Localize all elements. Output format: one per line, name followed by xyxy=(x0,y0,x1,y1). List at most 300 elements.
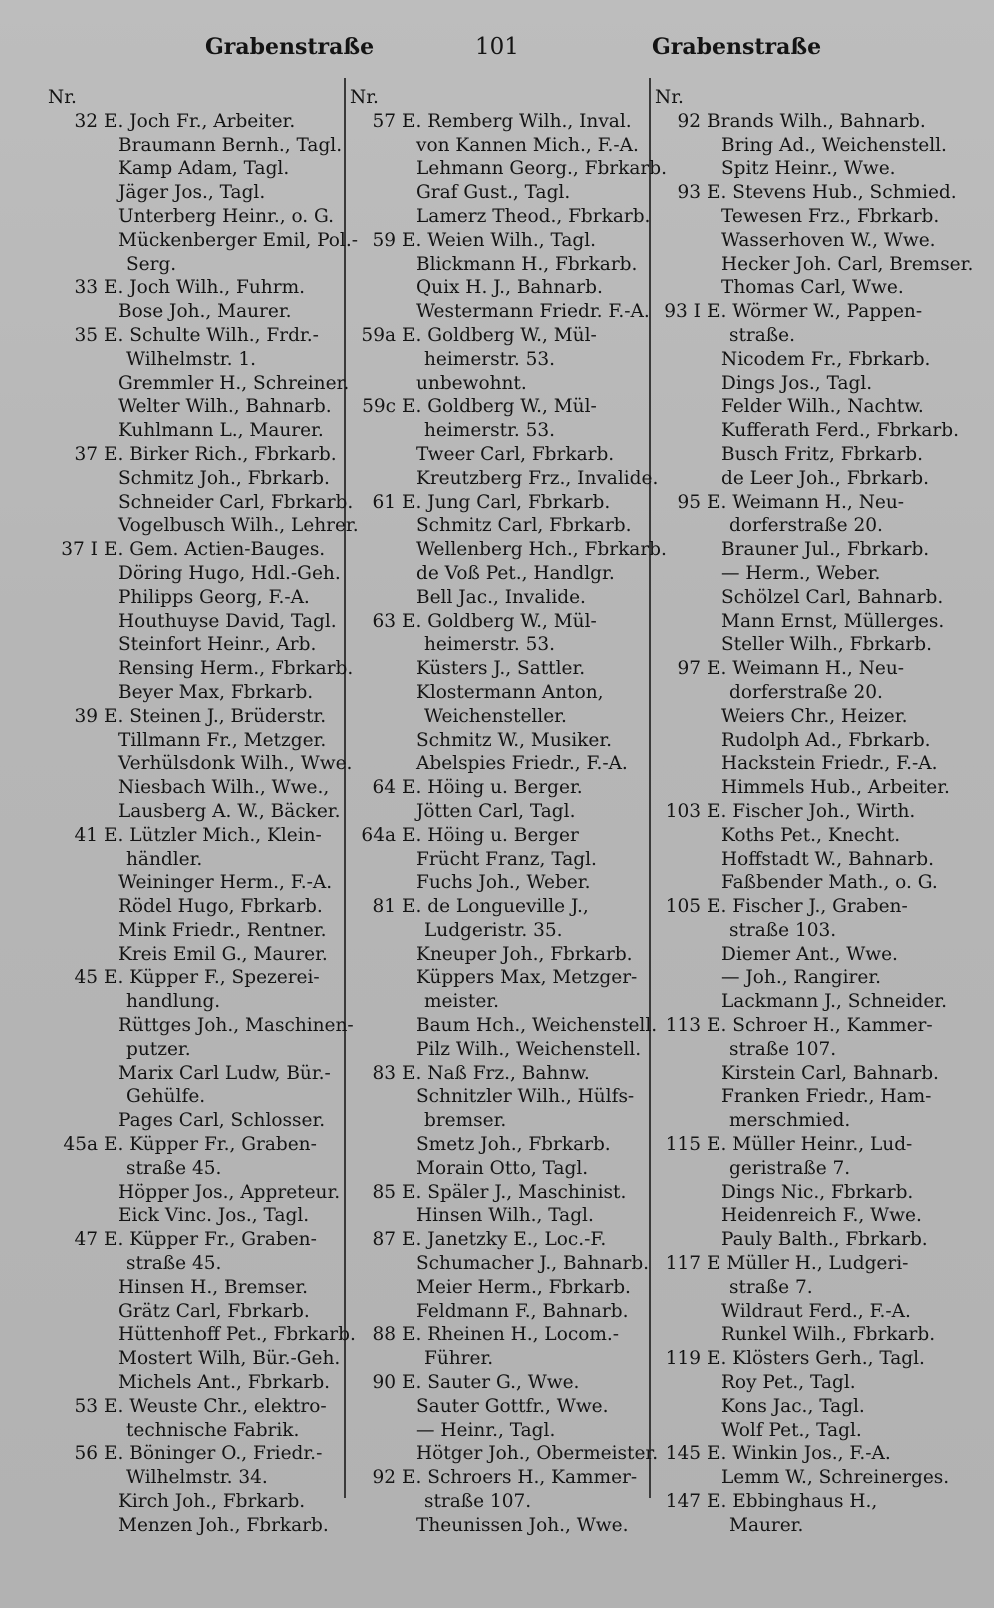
house-number xyxy=(350,514,402,538)
entry-continuation xyxy=(655,514,955,538)
resident-entry xyxy=(655,729,955,753)
house-number xyxy=(655,1204,707,1228)
column-label-text: Nr. xyxy=(48,87,77,108)
entry-text: heimerstr. 53. xyxy=(424,420,556,442)
house-entry xyxy=(655,491,904,515)
house-number xyxy=(655,633,707,657)
entry-text: Meier Herm., Fbrkarb. xyxy=(416,1276,631,1298)
entry-text: Kreis Emil G., Maurer. xyxy=(118,943,328,965)
house-number xyxy=(350,966,402,990)
house-number xyxy=(350,348,402,372)
house-number xyxy=(48,181,104,205)
house-number xyxy=(48,848,104,872)
house-entry xyxy=(48,1442,323,1466)
house-entry xyxy=(48,966,320,990)
house-number xyxy=(655,1300,707,1324)
house-number: 37 xyxy=(74,443,98,465)
house-number xyxy=(350,752,402,776)
entry-text: E. Remberg Wilh., Inval. xyxy=(402,110,632,132)
house-number: 59a xyxy=(361,324,396,346)
resident-entry xyxy=(655,372,955,396)
resident-entry xyxy=(655,1395,955,1419)
entry-text: heimerstr. 53. xyxy=(424,348,556,370)
entry-continuation xyxy=(48,1038,348,1062)
house-entry xyxy=(350,1371,580,1395)
entry-text: Pages Carl, Schlosser. xyxy=(118,1110,326,1132)
entry-text: Abelspies Friedr., F.-A. xyxy=(416,753,628,775)
resident-entry xyxy=(655,443,955,467)
entry-text: technische Fabrik. xyxy=(126,1419,300,1441)
house-number: 59c xyxy=(362,396,396,418)
house-number: 97 xyxy=(677,658,701,680)
house-number xyxy=(48,1371,104,1395)
resident-entry xyxy=(48,419,348,443)
house-number xyxy=(48,990,104,1014)
house-entry xyxy=(350,229,597,253)
resident-entry xyxy=(350,514,645,538)
entry-text: Tewesen Frz., Fbrkarb. xyxy=(721,205,940,227)
entry-text: Dings Jos., Tagl. xyxy=(721,372,873,394)
house-number: 63 xyxy=(372,610,396,632)
entry-continuation xyxy=(350,1490,645,1514)
house-number xyxy=(48,681,104,705)
resident-entry xyxy=(350,1014,658,1038)
resident-entry xyxy=(350,1085,645,1109)
house-number: 92 xyxy=(372,1467,396,1489)
resident-entry xyxy=(655,871,955,895)
entry-text: Baum Hch., Weichenstell. xyxy=(416,1015,658,1037)
resident-entry xyxy=(655,562,955,586)
resident-entry xyxy=(655,229,955,253)
entry-text: Mückenberger Emil, Pol.- xyxy=(118,229,358,251)
house-number xyxy=(655,586,707,610)
resident-entry xyxy=(48,134,348,158)
entry-text: Kons Jac., Tagl. xyxy=(721,1395,865,1417)
house-entry xyxy=(350,110,632,134)
house-entry xyxy=(48,1228,317,1252)
house-number xyxy=(655,1466,707,1490)
entry-text: Ludgeristr. 35. xyxy=(424,919,563,941)
entry-text: E. Klösters Gerh., Tagl. xyxy=(707,1348,925,1370)
house-number: 33 xyxy=(74,277,98,299)
entry-text: Philipps Georg, F.-A. xyxy=(118,586,310,608)
entry-text: straße 45. xyxy=(126,1253,222,1275)
resident-entry xyxy=(655,348,955,372)
resident-entry xyxy=(48,1014,354,1038)
entry-text: Michels Ant., Fbrkarb. xyxy=(118,1372,331,1394)
entry-text: Wolf Pet., Tagl. xyxy=(721,1419,862,1441)
house-entry xyxy=(350,1181,627,1205)
entry-text: dorferstraße 20. xyxy=(729,515,883,537)
house-number xyxy=(655,443,707,467)
resident-entry xyxy=(48,157,348,181)
resident-entry xyxy=(655,1323,955,1347)
house-number xyxy=(655,205,707,229)
house-number xyxy=(350,681,402,705)
entry-text: Smetz Joh., Fbrkarb. xyxy=(416,1134,611,1156)
entry-text: Pauly Balth., Fbrkarb. xyxy=(721,1229,928,1251)
house-number: 41 xyxy=(74,824,98,846)
house-number xyxy=(655,1419,707,1443)
entry-text: Frücht Franz, Tagl. xyxy=(416,848,597,870)
resident-entry xyxy=(655,467,955,491)
entry-text: Kamp Adam, Tagl. xyxy=(118,158,290,180)
entry-continuation xyxy=(48,1085,348,1109)
resident-entry xyxy=(655,610,955,634)
entry-continuation xyxy=(48,253,348,277)
entry-text: E Müller H., Ludgeri- xyxy=(707,1253,909,1275)
resident-entry xyxy=(655,943,955,967)
resident-entry xyxy=(48,871,348,895)
entry-continuation xyxy=(655,1514,955,1538)
resident-entry xyxy=(350,729,645,753)
resident-entry xyxy=(48,467,348,491)
house-number: 64 xyxy=(372,777,396,799)
house-number xyxy=(655,372,707,396)
entry-text: E. Winkin Jos., F.-A. xyxy=(707,1443,891,1465)
entry-text: Hüttenhoff Pet., Fbrkarb. xyxy=(118,1324,356,1346)
entry-text: Quix H. J., Bahnarb. xyxy=(416,277,603,299)
entry-text: Hoffstadt W., Bahnarb. xyxy=(721,848,935,870)
entry-text: Bring Ad., Weichenstell. xyxy=(721,134,947,156)
resident-entry xyxy=(350,871,645,895)
resident-entry xyxy=(48,1276,348,1300)
house-number xyxy=(350,276,402,300)
house-number xyxy=(48,1466,104,1490)
entry-text: Theunissen Joh., Wwe. xyxy=(416,1514,629,1536)
entry-text: Brands Wilh., Bahnarb. xyxy=(707,110,926,132)
house-number xyxy=(48,729,104,753)
house-number: 87 xyxy=(372,1229,396,1251)
house-number xyxy=(48,586,104,610)
house-number xyxy=(350,443,402,467)
house-number xyxy=(48,943,104,967)
entry-text: straße 103. xyxy=(729,919,837,941)
entry-text: Mink Friedr., Rentner. xyxy=(118,919,327,941)
resident-entry xyxy=(350,1514,645,1538)
entry-text: Kufferath Ferd., Fbrkarb. xyxy=(721,420,959,442)
house-number xyxy=(48,776,104,800)
entry-text: Wildraut Ferd., F.-A. xyxy=(721,1300,911,1322)
house-entry xyxy=(350,1062,590,1086)
entry-text: Schmitz W., Musiker. xyxy=(416,729,613,751)
entry-text: Hackstein Friedr., F.-A. xyxy=(721,753,938,775)
entry-text: E. Goldberg W., Mül- xyxy=(402,324,597,346)
house-number xyxy=(655,157,707,181)
house-number xyxy=(48,1252,104,1276)
house-number xyxy=(655,1157,707,1181)
entry-text: Roy Pet., Tagl. xyxy=(721,1372,856,1394)
house-number xyxy=(655,1062,707,1086)
resident-entry xyxy=(655,776,955,800)
entry-text: E. Weimann H., Neu- xyxy=(707,491,904,513)
resident-entry xyxy=(350,253,645,277)
house-number xyxy=(350,562,402,586)
house-number xyxy=(655,1228,707,1252)
entry-text: Jötten Carl, Tagl. xyxy=(416,800,576,822)
entry-text: — Heinr., Tagl. xyxy=(416,1419,556,1441)
house-number xyxy=(655,1276,707,1300)
resident-entry xyxy=(655,134,955,158)
entry-continuation xyxy=(655,324,955,348)
resident-entry xyxy=(48,729,348,753)
entry-continuation xyxy=(48,990,348,1014)
house-number xyxy=(350,1157,402,1181)
entry-text: Tweer Carl, Fbrkarb. xyxy=(416,443,615,465)
house-number: 83 xyxy=(372,1062,396,1084)
resident-entry xyxy=(655,276,955,300)
entry-text: Spitz Heinr., Wwe. xyxy=(721,158,896,180)
entry-text: E. Schroers H., Kammer- xyxy=(402,1467,638,1489)
entry-text: Bose Joh., Maurer. xyxy=(118,301,292,323)
page-header xyxy=(0,28,994,68)
entry-text: von Kannen Mich., F.-A. xyxy=(416,134,639,156)
house-entry xyxy=(655,1133,913,1157)
resident-entry xyxy=(350,1276,645,1300)
resident-entry xyxy=(350,157,667,181)
house-number: 115 xyxy=(665,1134,701,1156)
house-number xyxy=(350,253,402,277)
resident-entry xyxy=(350,1038,645,1062)
entry-text: E. Küpper Fr., Graben- xyxy=(104,1229,317,1251)
entry-text: E. Steinen J., Brüderstr. xyxy=(104,705,327,727)
resident-entry xyxy=(48,300,348,324)
entry-text: Dings Nic., Fbrkarb. xyxy=(721,1181,914,1203)
house-number xyxy=(350,1014,402,1038)
entry-text: — Joh., Rangirer. xyxy=(721,967,882,989)
resident-entry xyxy=(48,752,353,776)
entry-continuation xyxy=(350,1347,645,1371)
house-number xyxy=(655,943,707,967)
house-number xyxy=(48,895,104,919)
entry-continuation xyxy=(350,1109,645,1133)
resident-entry xyxy=(48,633,348,657)
house-number xyxy=(655,681,707,705)
resident-entry xyxy=(350,134,645,158)
house-number: 103 xyxy=(665,800,701,822)
resident-entry xyxy=(655,848,955,872)
resident-entry xyxy=(350,1442,659,1466)
entry-text: straße 107. xyxy=(424,1491,532,1513)
entry-text: Faßbender Math., o. G. xyxy=(721,872,938,894)
house-entry xyxy=(655,300,923,324)
entry-text: geristraße 7. xyxy=(729,1157,851,1179)
resident-entry xyxy=(350,848,645,872)
house-number xyxy=(655,776,707,800)
house-number: 61 xyxy=(372,491,396,513)
entry-text: Wilhelmstr. 1. xyxy=(126,348,256,370)
house-number xyxy=(350,1300,402,1324)
house-entry xyxy=(655,1252,909,1276)
entry-text: E. Janetzky E., Loc.-F. xyxy=(402,1229,607,1251)
resident-entry xyxy=(655,1300,955,1324)
entry-text: E. Joch Fr., Arbeiter. xyxy=(104,110,296,132)
entry-text: Blickmann H., Fbrkarb. xyxy=(416,253,638,275)
house-number: 93 I xyxy=(664,301,701,323)
entry-text: putzer. xyxy=(126,1038,191,1060)
entry-text: Unterberg Heinr., o. G. xyxy=(118,205,335,227)
house-number xyxy=(48,919,104,943)
house-number xyxy=(655,467,707,491)
entry-text: Hinsen H., Bremser. xyxy=(118,1276,309,1298)
resident-entry xyxy=(655,157,955,181)
house-number xyxy=(48,1014,104,1038)
resident-entry xyxy=(655,1419,955,1443)
resident-entry xyxy=(350,657,645,681)
house-number: 117 xyxy=(665,1253,701,1275)
house-number xyxy=(48,1157,104,1181)
entry-text: Gehülfe. xyxy=(126,1086,206,1108)
house-number xyxy=(655,1038,707,1062)
house-number xyxy=(655,705,707,729)
entry-text: meister. xyxy=(424,991,499,1013)
entry-text: Klostermann Anton, xyxy=(416,681,604,703)
resident-entry xyxy=(655,395,955,419)
house-number: 59 xyxy=(372,229,396,251)
entry-text: E. Fischer Joh., Wirth. xyxy=(707,800,916,822)
resident-entry xyxy=(350,1133,645,1157)
house-number xyxy=(350,633,402,657)
entry-continuation xyxy=(350,919,645,943)
house-number xyxy=(350,419,402,443)
resident-entry xyxy=(350,943,645,967)
house-number xyxy=(48,1109,104,1133)
house-number xyxy=(655,1109,707,1133)
entry-text: Rudolph Ad., Fbrkarb. xyxy=(721,729,931,751)
resident-entry xyxy=(48,586,348,610)
resident-entry xyxy=(350,300,650,324)
entry-text: E. Gem. Actien-Bauges. xyxy=(104,539,326,561)
house-number xyxy=(655,395,707,419)
entry-text: Himmels Hub., Arbeiter. xyxy=(721,777,950,799)
entry-text: E. Birker Rich., Fbrkarb. xyxy=(104,443,337,465)
entry-text: Schnitzler Wilh., Hülfs- xyxy=(416,1086,635,1108)
entry-continuation xyxy=(48,1419,348,1443)
resident-entry xyxy=(48,657,354,681)
resident-entry xyxy=(350,966,645,990)
house-number xyxy=(655,752,707,776)
house-number: 64a xyxy=(361,824,396,846)
entry-text: Maurer. xyxy=(729,1514,804,1536)
entry-text: Schmitz Joh., Fbrkarb. xyxy=(118,467,330,489)
house-entry xyxy=(350,895,589,919)
resident-entry xyxy=(48,1371,348,1395)
house-number: 45 xyxy=(74,967,98,989)
entry-text: Wilhelmstr. 34. xyxy=(126,1467,268,1489)
resident-entry xyxy=(655,1371,955,1395)
entry-text: E. Goldberg W., Mül- xyxy=(402,610,597,632)
column-divider xyxy=(649,78,651,1498)
house-number xyxy=(655,1371,707,1395)
resident-entry xyxy=(350,1419,645,1443)
house-entry xyxy=(655,1014,933,1038)
entry-text: Felder Wilh., Nachtw. xyxy=(721,396,924,418)
entry-text: Morain Otto, Tagl. xyxy=(416,1157,589,1179)
house-number xyxy=(655,276,707,300)
house-entry xyxy=(350,824,579,848)
house-number xyxy=(48,1204,104,1228)
entry-text: E. Höing u. Berger xyxy=(402,824,579,846)
resident-entry xyxy=(48,1062,348,1086)
resident-entry xyxy=(655,205,955,229)
resident-entry xyxy=(350,586,645,610)
house-number xyxy=(655,538,707,562)
resident-entry xyxy=(48,919,348,943)
resident-entry xyxy=(350,1395,645,1419)
entry-text: Marix Carl Ludw, Bür.- xyxy=(118,1062,331,1084)
entry-text: Heidenreich F., Wwe. xyxy=(721,1205,922,1227)
entry-continuation xyxy=(655,1157,955,1181)
house-number xyxy=(350,919,402,943)
house-number xyxy=(350,1133,402,1157)
house-number xyxy=(655,729,707,753)
resident-entry xyxy=(48,1514,348,1538)
resident-entry xyxy=(655,633,955,657)
house-entry xyxy=(655,1490,878,1514)
entry-text: Niesbach Wilh., Wwe., xyxy=(118,777,330,799)
house-number: 56 xyxy=(74,1443,98,1465)
house-number: 147 xyxy=(665,1491,701,1513)
entry-text: E. Küpper F., Spezerei- xyxy=(104,967,320,989)
entry-text: E. Sauter G., Wwe. xyxy=(402,1372,580,1394)
house-number xyxy=(655,1085,707,1109)
resident-entry xyxy=(48,776,348,800)
house-entry xyxy=(655,1442,891,1466)
house-entry xyxy=(48,276,305,300)
entry-continuation xyxy=(350,419,645,443)
house-number xyxy=(350,943,402,967)
resident-entry xyxy=(655,752,955,776)
house-number: 32 xyxy=(74,110,98,132)
entry-text: Fuchs Joh., Weber. xyxy=(416,872,591,894)
resident-entry xyxy=(48,610,348,634)
resident-entry xyxy=(350,1157,645,1181)
entry-text: Westermann Friedr. F.-A. xyxy=(416,301,650,323)
entry-text: handlung. xyxy=(126,991,221,1013)
house-entry xyxy=(655,800,916,824)
house-number: 57 xyxy=(372,110,396,132)
entry-text: Schölzel Carl, Bahnarb. xyxy=(721,586,944,608)
resident-entry xyxy=(655,253,974,277)
entry-text: Hötger Joh., Obermeister. xyxy=(416,1443,659,1465)
resident-entry xyxy=(48,1490,348,1514)
entry-text: Vogelbusch Wilh., Lehrer. xyxy=(118,515,359,537)
column-2 xyxy=(350,86,667,1538)
entry-text: bremser. xyxy=(424,1110,507,1132)
entry-text: Weichensteller. xyxy=(424,705,567,727)
resident-entry xyxy=(48,229,358,253)
house-number: 39 xyxy=(74,705,98,727)
house-number xyxy=(48,372,104,396)
entry-text: E. Schulte Wilh., Frdr.- xyxy=(104,324,319,346)
house-number xyxy=(350,1419,402,1443)
resident-entry xyxy=(350,1300,645,1324)
entry-continuation xyxy=(655,681,955,705)
entry-text: E. Jung Carl, Fbrkarb. xyxy=(402,491,611,513)
house-number xyxy=(350,1252,402,1276)
entry-text: Küsters J., Sattler. xyxy=(416,658,586,680)
house-number xyxy=(350,990,402,1014)
entry-text: Tillmann Fr., Metzger. xyxy=(118,729,327,751)
column-label-text: Nr. xyxy=(655,87,684,108)
resident-entry xyxy=(48,800,348,824)
column-label xyxy=(350,86,645,110)
resident-entry xyxy=(655,1466,955,1490)
entry-text: E. Rheinen H., Locom.- xyxy=(402,1324,620,1346)
entry-continuation xyxy=(655,1109,955,1133)
resident-entry xyxy=(655,990,955,1014)
house-number: 37 I xyxy=(61,539,98,561)
